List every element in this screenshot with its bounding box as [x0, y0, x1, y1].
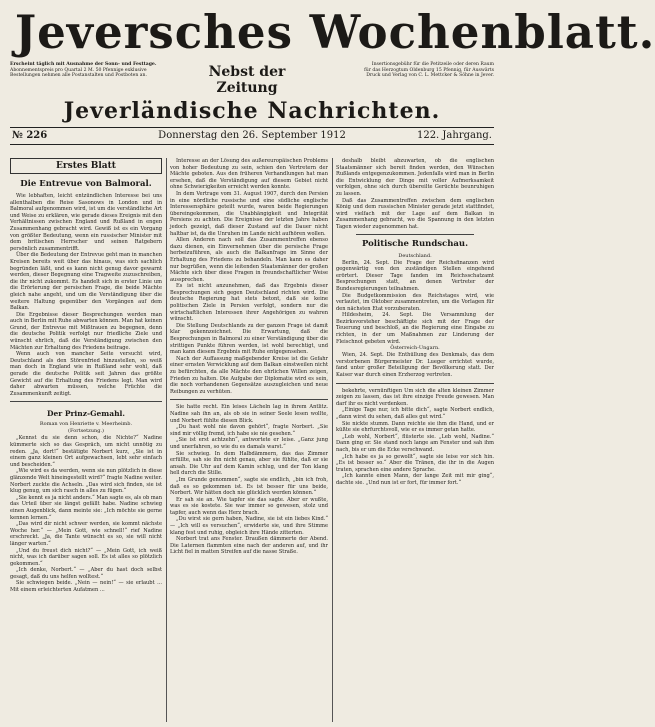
- article-paragraph: deshalb bleibt abzuwarten, ob die englischen Staatsmänner sich bereit finden werden, den Wünschen Rußlands entgegenzukommen. Jedenfalls wird man in Berlin die Entwicklung der Dinge mit voller Aufmerksamkeit verfolgen, ohne sich durch übereilte Gerüchte beunruhigen zu lassen.: [336, 158, 494, 197]
- novel-paragraph: Norbert trat ans Fenster. Draußen dämmerte der Abend. Die Laternen flammten eine nach der anderen auf, und ihr Licht fiel in matten Streifen auf die nasse Straße.: [170, 536, 328, 556]
- section-label: Erstes Blatt: [10, 158, 162, 174]
- novel-paragraph: „Ich habe es ja so gewollt“, sagte sie leise vor sich hin. „Es ist besser so.“ Aber die Tränen, die ihr in die Augen traten, sprachen eine andere Sprache.: [336, 453, 494, 473]
- novel-paragraph: „Ich denke, Norbert.“ — „Aber du hast doch selbst gesagt, daß du uns helfen wolltest.“: [10, 567, 162, 580]
- advertising-line-2: für das Herzogtum Oldenburg 15 Pfennig, für Auswärts: [364, 67, 494, 73]
- article-columns: [10, 158, 494, 722]
- novel-paragraph: „Sie ist erst achtzehn“, antwortete er leise. „Ganz jung und unerfahren, so wie du es damals warst.“: [170, 437, 328, 450]
- novel-paragraph: „Leb wohl, Norbert“, flüsterte sie. „Leb wohl, Nadine.“ Dann ging er. Sie stand noch lange am Fenster und sah ihm nach, bis er um die Ecke verschwand.: [336, 433, 494, 453]
- novel-paragraph: „Im Grunde genommen“, sagte sie endlich, „bin ich froh, daß es so gekommen ist. Es ist besser für uns beide, Norbert. Wir hätten doch nie glücklich werden können.“: [170, 476, 328, 497]
- novel-paragraph: Sie hatte recht. Ein leises Lächeln lag in ihrem Antlitz. Nadine sah ihn an, als ob sie in seiner Seele lesen wollte, und Norbert fühlte diesen Blick.: [170, 404, 328, 424]
- article-paragraph: Allen Anderen nach soll das Zusammentreffen ebenso dazu dienen, ein Einvernehmen über die persische Frage herbeizuführen, als auch die Balkanfrage im Sinne der Erhaltung des Friedens zu behandeln. Man kann es daher nur begrüßen, wenn die leitenden Staatsmänner der großen Mächte sich über diese Fragen in freundschaftlicher Weise aussprechen.: [170, 237, 328, 283]
- article-paragraph: In dem Vertrage vom 31. August 1907, durch den Persien in eine nördliche russische und eine südliche englische Interessensphäre geteilt wurde, waren beide Regierungen übereingekommen, die Unabhängigkeit und Integrität Persiens zu achten. Die Ereignisse der letzten Jahre haben jedoch gezeigt, daß dieser Zustand auf die Dauer nicht haltbar ist, da die Unruhen im Lande nicht aufhören wollen.: [170, 190, 328, 237]
- section-divider: [170, 399, 328, 400]
- novel-paragraph: „Wie wird es da werden, wenn sie nun plötzlich in diese glänzende Welt hineingestellt wird?“ fragte Nadine weiter. Norbert zuckte die Achseln. „Das wird sich finden, sie ist klug genug, um sich rasch in alles zu fügen.“: [10, 468, 162, 495]
- subscription-line-2: Abonnementspreis pro Quartal 2 M. 50 Pfennige exklusive: [10, 67, 147, 73]
- novel-author: Roman von Henriette v. Meerheimb.: [39, 421, 133, 428]
- section-divider: [336, 383, 494, 384]
- masthead-subrow: [10, 62, 494, 96]
- column-3: [336, 158, 494, 722]
- article-paragraph: Wie lebhaften, leicht entzündlichen Interesse bei uns allenthalben die Reise Sasonows in London und in Balmoral aufgenommen wird, ist um die verständliche Art und Weise zu erklären, wie gerade dieses Ereignis mit den Verhältnissen zwischen England und Rußland in engen Zusammenhang gebracht wird. Gewiß ist es ein Vorgang von größter Bedeutung, wenn ein russischer Minister mit dem britischen Herrscher und seinen Ratgebern persönlich zusammentrifft.: [10, 193, 162, 252]
- country-subhead: Deutschland.: [398, 252, 432, 259]
- issue-number: № 226: [12, 130, 48, 141]
- advertising-line-3: Druck und Verlag von C. L. Mettcker & Söhne in Jever.: [366, 73, 494, 79]
- supplement-note: Nebst der Zeitung: [208, 64, 286, 96]
- article-paragraph: Die Ergebnisse dieser Besprechungen werden man auch in Berlin mit Ruhe abwarten können. Man hat keinen Grund, der Entrevue mit Mißtrauen zu begegnen, denn die deutsche Politik verfolgt nur friedliche Ziele und wünscht ehrlich, daß die Verständigung zwischen den Mächten zur Erhaltung des Friedens beitrage.: [10, 311, 162, 351]
- novel-paragraph: „Einige Tage nur, ich bitte dich“, sagte Norbert endlich, „dann wirst du sehen, daß alles gut wird.“: [336, 407, 494, 420]
- novel-paragraph: „Das wird dir nicht schwer werden, sie kommt nächste Woche her.“ — „Mein Gott, wie schnell!“ rief Nadine erschreckt. „Ja, die Tante wünscht es so, sie will nicht länger warten.“: [10, 521, 162, 547]
- advertising-info: [319, 62, 494, 79]
- article-paragraph: Über die Bedeutung der Entrevue geht man in manchen Kreisen bereits weit über das hinaus, was sich sachlich begründen läßt, und es kann nicht genug davor gewarnt werden, dieser Begegnung eine Tragweite zuzuschreiben, die ihr nicht zukommt. Es handelt sich in erster Linie um die Erörterung der persischen Frage, die beide Mächte gleich nahe angeht, und um die Verständigung über die weitere Haltung gegenüber den Vorgängen auf dem Balkan.: [10, 252, 162, 312]
- article-paragraph: Es ist nicht anzunehmen, daß das Ergebnis dieser Besprechungen sich gegen Deutschland richten wird. Die deutsche Regierung hat stets betont, daß sie keine politischen Ziele in Persien verfolgt, sondern nur die wirtschaftlichen Interessen ihrer Angehörigen zu wahren wünscht.: [170, 283, 328, 323]
- article-paragraph: Wenn auch von mancher Seite versucht wird, Deutschland als den Störenfried hinzustellen, so weiß man doch in England wie in Rußland sehr wohl, daß gerade die deutsche Politik seit Jahren das größte Gewicht auf die Erhaltung des Friedens legt. Man wird daher abwarten müssen, welche Früchte die Zusammenkunft zeitigt.: [10, 351, 162, 397]
- article-paragraph: Die Stellung Deutschlands zu der ganzen Frage ist damit klar gekennzeichnet. Die Erwartung, daß die Besprechungen in Balmoral zu einer Verständigung über die strittigen Punkte führen werden, ist wohl berechtigt, und man kann diesem Ergebnis mit Ruhe entgegensehen.: [170, 322, 328, 356]
- novel-paragraph: „Kennst du sie denn schon, die Nichte?“ Nadine kümmerte sich so das Gespräch, um nicht unnötig zu reden. „Ja, dort!“ bestätigte Norbert kurz, „Sie ist in einem ganz kleinen Ort aufgewachsen, lebt sehr einfach und bescheiden.“: [10, 435, 162, 468]
- country-subhead: Österreich-Ungarn.: [390, 345, 440, 352]
- newspaper-page: [10, 5, 655, 722]
- politics-headline: Politische Rundschau.: [361, 238, 469, 249]
- novel-paragraph: „Du wirst sie gern haben, Nadine, sie ist ein liebes Kind.“ — „Ich will es versuchen“, erwiderte sie, und ihre Stimme klang fest und ruhig, obgleich ihre Hände zitterten.: [170, 516, 328, 536]
- masthead-subtitle: Jeverländische Nachrichten.: [63, 98, 441, 124]
- column-divider: [166, 158, 167, 722]
- issue-date: Donnerstag den 26. September 1912: [158, 130, 346, 141]
- news-paragraph: Die Budgetkommission des Reichstages wird, wie verlautet, im Oktober zusammentreten, um die Vorlagen für den nächsten Etat vorzuberaten.: [336, 292, 494, 312]
- subscription-info: [10, 62, 185, 79]
- column-2: [170, 158, 328, 722]
- column-divider: [332, 158, 333, 722]
- news-paragraph: Berlin, 24. Sept. Die Frage der Reichsfinanzen wird gegenwärtig von den zuständigen Stellen eingehend erörtert. Dieser Tage fanden im Reichsschatzamt Besprechungen statt, an denen Vertreter der Bundesregierungen teilnahmen.: [336, 259, 494, 292]
- column-1: [10, 158, 162, 722]
- volume-year: 122. Jahrgang.: [416, 130, 492, 141]
- section-divider: [10, 401, 162, 402]
- novel-paragraph: Sie schwieg. In dem Halbdämmern, das das Zimmer erfüllte, sah sie ihn nicht genau, aber sie fühlte, daß er sie ansah. Die Uhr auf dem Kamin schlug, und der Ton klang hell durch die Stille.: [170, 450, 328, 477]
- novel-paragraph: Sie schwiegen beide. „Nein — nein!“ — sie erlaubt ... Mit einem erleichterten Aufatmen ...: [10, 580, 162, 594]
- article-paragraph: Nach der Auffassung maßgebender Kreise ist die Gefahr einer ernsten Verwicklung auf dem Balkan einstweilen nicht zu befürchten, da alle Mächte den ehrlichen Willen zeigen, Frieden zu halten. Die Aufgabe der Diplomatie wird es sein, die noch vorhandenen Gegensätze auszugleichen und neue Reibungen zu verhüten.: [170, 355, 328, 395]
- news-paragraph: Wien, 24. Sept. Die Enthüllung des Denkmals, das dem verstorbenen Bürgermeister Dr. Lueger errichtet wurde, fand unter großer Beteiligung der Bevölkerung statt. Der Kaiser war durch einen Erzherzog vertreten.: [336, 352, 494, 379]
- subscription-line-1: Erscheint täglich mit Ausnahme der Sonn- und Festtage.: [10, 62, 157, 67]
- article-paragraph: Daß das Zusammentreffen zwischen dem englischen König und dem russischen Minister gerade jetzt stattfindet, wird vielfach mit der Lage auf dem Balkan in Zusammenhang gebracht, wo die Spannung in den letzten Tagen wieder zugenommen hat.: [336, 197, 494, 230]
- feuilleton-headline: Der Prinz-Gemahl.: [47, 409, 125, 419]
- novel-paragraph: „Du hast wohl nie davon gehört“, fragte Norbert. „Sie sind mir völlig fremd, ich habe sie nie gesehen.“: [170, 424, 328, 437]
- advertising-line-1: Insertionsgebühr für die Petitzeile oder deren Raum: [371, 62, 494, 67]
- novel-paragraph: Sie nickte stumm. Dann reichte sie ihm die Hand, und er küßte sie ehrfurchtsvoll, wie er es immer getan hatte.: [336, 420, 494, 434]
- section-divider: [356, 234, 474, 235]
- continuation-note: (Fortsetzung.): [68, 428, 104, 435]
- article-paragraph: Interesse an der Lösung des außereuropäischen Problems von hoher Bedeutung zu sein, schien den Vertretern der Mächte geboten. Aus den früheren Verhandlungen hat man ersehen, daß die Verständigung auf diesem Gebiet nicht ohne Schwierigkeiten erreicht werden konnte.: [170, 158, 328, 191]
- subscription-line-3: Bestellungen nehmen alle Postanstalten und Postboten an.: [10, 73, 147, 79]
- novel-paragraph: „Und du freust dich nicht?“ — „Mein Gott, ich weiß nicht, was ich darüber sagen soll. Es ist alles so plötzlich gekommen.“: [10, 547, 162, 567]
- dateline: [10, 127, 494, 145]
- novel-paragraph: Er sah sie an. Wie tapfer sie das sagte. Aber er wußte, was es sie kostete. Sie war immer so gewesen, stolz und tapfer, auch wenn das Herz brach.: [170, 496, 328, 516]
- article-headline: Die Entrevue von Balmoral.: [20, 179, 152, 189]
- novel-paragraph: „Sie kennt es ja nicht anders.“ Man sagte es, als ob man das Urteil über sie längst gefällt habe. Nadine schwieg einen Augenblick, dann meinte sie: „Ich möchte sie gerne kennen lernen.“: [10, 494, 163, 521]
- novel-paragraph: „Ich kannte einen Mann, der lange Zeit mit mir ging“, dachte sie. „Und nun ist er fort, für immer fort.“: [336, 473, 494, 486]
- masthead-title: Jeversches Wochenblatt.: [14, 5, 655, 59]
- news-paragraph: Hildesheim, 24. Sept. Die Versammlung der Bezirksvorsteher beschäftigte sich mit der Frage der Teuerung und beschloß, an die Regierung eine Eingabe zu richten, in der um Maßnahmen zur Linderung der Fleischnot gebeten wird.: [336, 312, 494, 345]
- novel-paragraph: bekehrte, vernünftigen Um sich die alten kleinen Zimmer zeigen zu lassen, das ist ihre einzige Freude gewesen. Man darf ihr es nicht verdenken.: [336, 387, 494, 407]
